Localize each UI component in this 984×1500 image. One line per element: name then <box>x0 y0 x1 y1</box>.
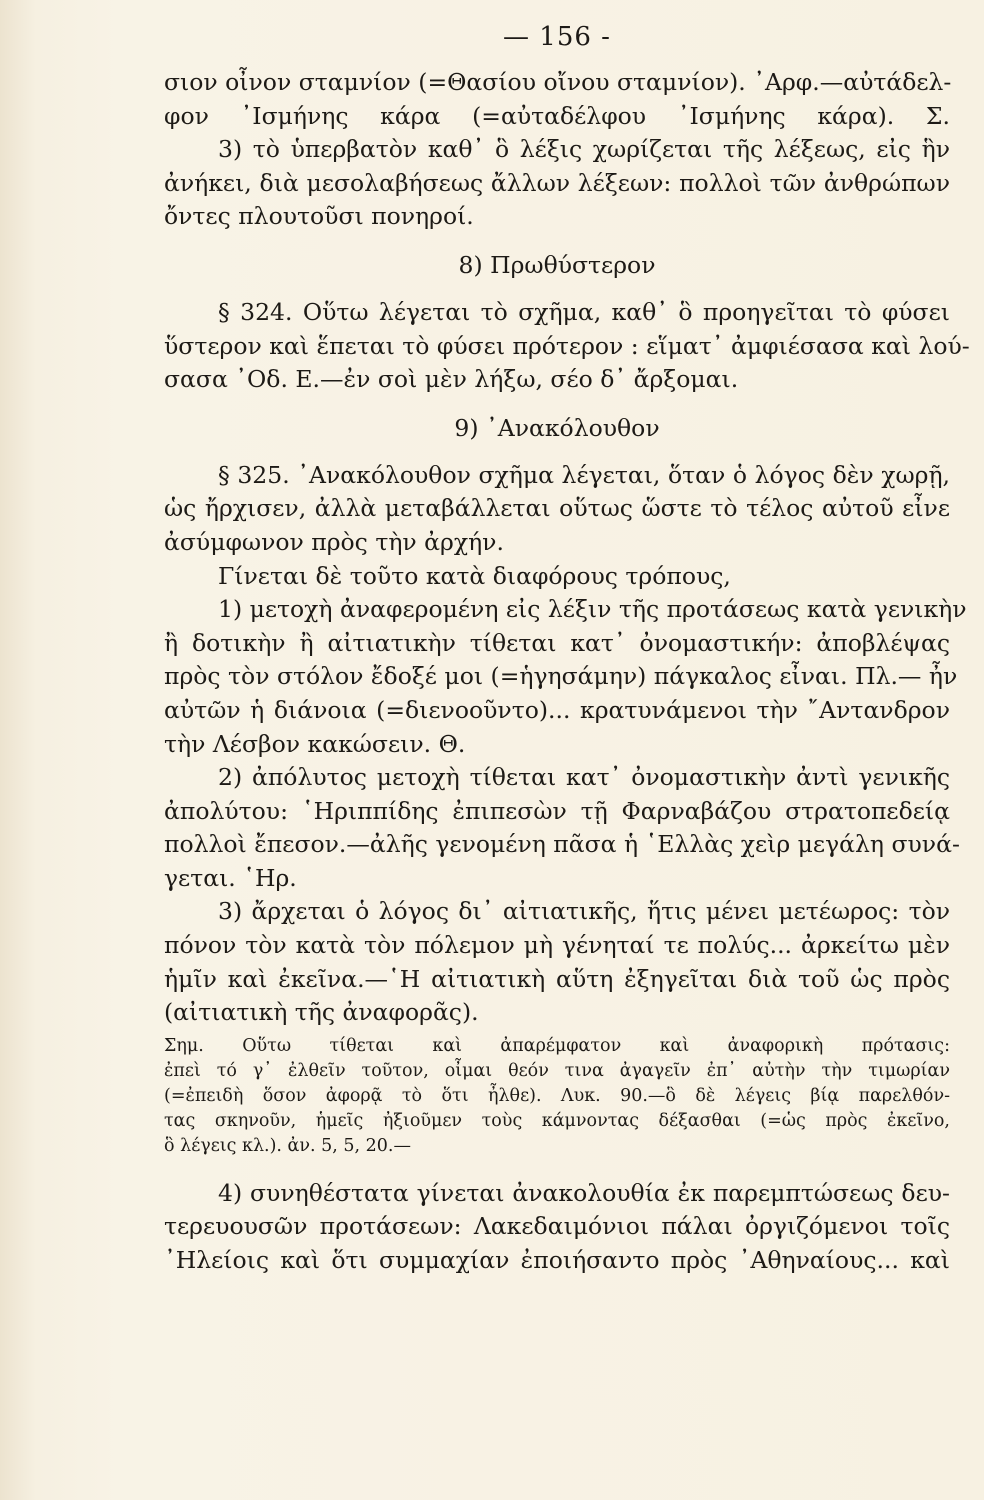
item-4 <box>164 1177 950 1278</box>
note-line: Σημ. Οὕτω τίθεται καὶ ἀπαρέμφατον καὶ ἀναφορικὴ πρότασις: <box>164 1035 950 1056</box>
item-3 <box>164 895 950 1029</box>
text-line: αὐτῶν ἡ διάνοια (=διενοοῦντο)... κρατυνάμενοι τὴν ῎Αντανδρον <box>164 695 950 724</box>
item-1 <box>164 593 967 761</box>
top-paragraph <box>164 66 950 234</box>
text-line: τὴν Λέσβον κακώσειν. Θ. <box>164 729 466 758</box>
text-line: ἢ δοτικὴν ἢ αἰτιατικὴν τίθεται κατ᾽ ὀνομαστικήν: ἀποβλέψας <box>164 628 950 657</box>
note-block <box>164 1034 950 1159</box>
page-number: — 156 - <box>503 22 611 52</box>
text-line: πολλοὶ ἔπεσον.—ἀλῆς γενομένη πᾶσα ἡ ῾Ελλὰς χεὶρ μεγάλη συνά- <box>164 830 960 859</box>
note-line: ὃ λέγεις κλ.). ἀν. 5, 5, 20.— <box>164 1135 411 1156</box>
text-line: πόνον τὸν κατὰ τὸν πόλεμον μὴ γένηταί τε πολύς... ἀρκείτω μὲν <box>164 931 950 960</box>
text-line: ᾽Ηλείοις καὶ ὅτι συμμαχίαν ἐποιήσαντο πρὸς ᾽Αθηναίους... καὶ <box>164 1246 950 1275</box>
text-line: 4) συνηθέστατα γίνεται ἀνακολουθία ἐκ παρεμπτώσεως δευ- <box>218 1178 950 1207</box>
text-line: 3) τὸ ὑπερβατὸν καθ᾽ ὃ λέξις χωρίζεται τῆς λέξεως, εἰς ἣν <box>218 135 950 164</box>
text-line: ἀπολύτου: ῾Ηριππίδης ἐπιπεσὼν τῇ Φαρναβάζου στρατοπεδείᾳ <box>164 796 950 825</box>
note-line: (=ἐπειδὴ ὅσον ἀφορᾷ τὸ ὅτι ἦλθε). Λυκ. 90.—ὃ δὲ λέγεις βίᾳ παρελθόν- <box>164 1085 950 1106</box>
text-line: σασα ᾽Οδ. Ε.—ἐν σοὶ μὲν λήξω, σέο δ᾽ ἄρξομαι. <box>164 365 739 394</box>
text-line: Γίνεται δὲ τοῦτο κατὰ διαφόρους τρόπους, <box>218 561 731 590</box>
text-line: ἡμῖν καὶ ἐκεῖνα.—῾Η αἰτιατικὴ αὕτη ἐξηγεῖται διὰ τοῦ ὡς πρὸς <box>164 964 950 993</box>
text-line: ἀσύμφωνον πρὸς τὴν ἀρχήν. <box>164 527 504 556</box>
text-line: 3) ἄρχεται ὁ λόγος δι᾽ αἰτιατικῆς, ἥτις μένει μετέωρος: τὸν <box>218 897 950 926</box>
text-line: φον ᾽Ισμήνης κάρα (=αὐταδέλφου ᾽Ισμήνης κάρα). Σ. <box>164 101 950 130</box>
note-line: τας σκηνοῦν, ἡμεῖς ἠξιοῦμεν τοὺς κάμνοντας δέξασθαι (=ὡς πρὸς ἐκεῖνο, <box>164 1110 950 1131</box>
item-2 <box>164 761 960 895</box>
text-line: ὄντες πλουτοῦσι πονηροί. <box>164 202 474 231</box>
text-line: § 324. Οὕτω λέγεται τὸ σχῆμα, καθ᾽ ὃ προηγεῖται τὸ φύσει <box>218 297 950 326</box>
text-line: ὕστερον καὶ ἕπεται τὸ φύσει πρότερον : εἵματ᾽ ἀμφιέσασα καὶ λού- <box>164 331 970 360</box>
note-line: ἐπεὶ τό γ᾽ ἐλθεῖν τοῦτον, οἶμαι θεόν τινα ἀγαγεῖν ἐπ᾽ αὐτὴν τὴν τιμωρίαν <box>164 1060 950 1081</box>
text-line: § 325. ᾽Ανακόλουθον σχῆμα λέγεται, ὅταν ὁ λόγος δὲν χωρῇ, <box>218 460 950 489</box>
text-line: 2) ἀπόλυτος μετοχὴ τίθεται κατ᾽ ὀνομαστικὴν ἀντὶ γενικῆς <box>218 763 950 792</box>
text-line: τερευουσῶν προτάσεων: Λακεδαιμόνιοι πάλαι ὀργιζόμενοι τοῖς <box>164 1212 950 1241</box>
text-line: πρὸς τὸν στόλον ἔδοξέ μοι (=ἡγησάμην) πάγκαλος εἶναι. Πλ.— ἦν <box>164 662 958 691</box>
text-line: ἀνήκει, διὰ μεσολαβήσεως ἄλλων λέξεων: πολλοὶ τῶν ἀνθρώπων <box>164 168 950 197</box>
text-line: ὡς ἤρχισεν, ἀλλὰ μεταβάλλεται οὕτως ὥστε τὸ τέλος αὐτοῦ εἶνε <box>164 494 950 523</box>
paragraph-325 <box>164 459 950 593</box>
section-heading-9: 9) ᾽Ανακόλουθον <box>454 413 660 442</box>
section-heading-8: 8) Πρωθύστερον <box>458 250 656 279</box>
text-line: γεται. ῾Ηρ. <box>164 863 297 892</box>
text-line: 1) μετοχὴ ἀναφερομένη εἰς λέξιν τῆς προτάσεως κατὰ γενικὴν <box>218 595 967 624</box>
text-line: (αἰτιατικὴ τῆς ἀναφορᾶς). <box>164 998 479 1027</box>
paragraph-324 <box>164 296 970 397</box>
text-line: σιον οἶνον σταμνίον (=Θασίου οἴνου σταμνίον). ᾽Αρφ.—αὐτάδελ- <box>164 68 952 96</box>
